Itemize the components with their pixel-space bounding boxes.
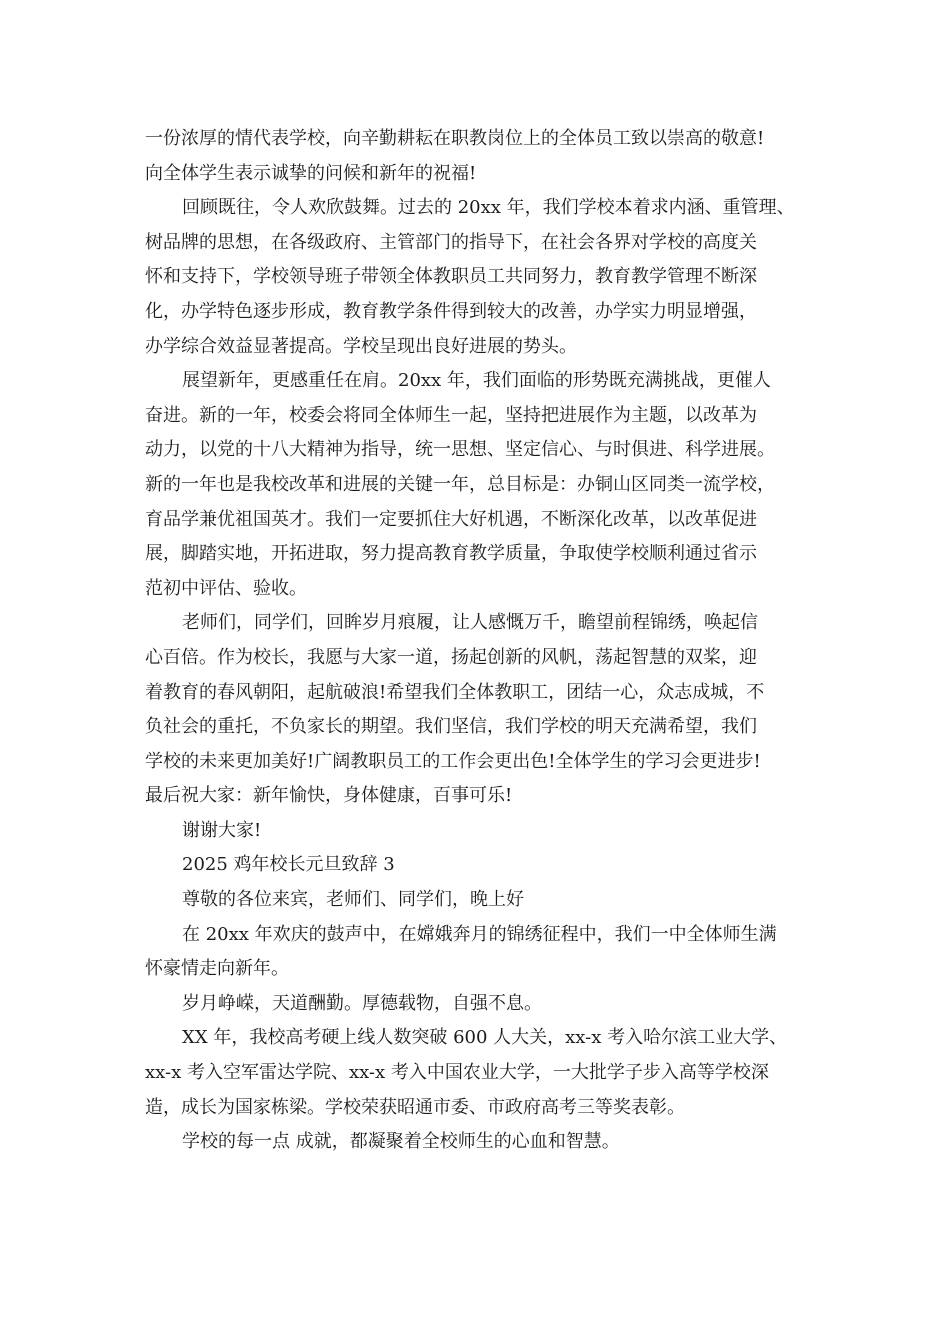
text-line: 怀豪情走向新年。 (145, 958, 289, 980)
text-line: 一份浓厚的情代表学校，向辛勤耕耘在职教岗位上的全体员工致以崇高的敬意! (145, 128, 765, 149)
text-line: 树品牌的思想，在各级政府、主管部门的指导下，在社会各界对学校的高度关 (145, 231, 757, 253)
salutation-line: 尊敬的各位来宾，老师们、同学们，晚上好 (182, 889, 524, 911)
text-line: 育品学兼优祖国英才。我们一定要抓住大好机遇，不断深化改革，以改革促进 (145, 508, 757, 530)
text-line: 范初中评估、验收。 (145, 577, 307, 599)
text-line: 心百倍。作为校长，我愿与大家一道，扬起创新的风帆，荡起智慧的双桨，迎 (145, 646, 757, 668)
text-line: 动力，以党的十八大精神为指导，统一思想、坚定信心、与时俱进、科学进展。 (145, 439, 775, 461)
paragraph-start-line: XX 年，我校高考硬上线人数突破 600 人大关，xx-x 考入哈尔滨工业大学、 (182, 1027, 788, 1049)
text-line: 造，成长为国家栋梁。学校荣获昭通市委、市政府高考三等奖表彰。 (145, 1096, 685, 1118)
text-line: 向全体学生表示诚挚的问候和新年的祝福! (145, 162, 477, 184)
text-line: 怀和支持下，学校领导班子带领全体教职员工共同努力，教育教学管理不断深 (145, 266, 757, 288)
text-line: 展，脚踏实地，开拓进取，努力提高教育教学质量，争取使学校顺利通过省示 (145, 543, 757, 565)
text-line: 负社会的重托，不负家长的期望。我们坚信，我们学校的明天充满希望，我们 (145, 716, 757, 738)
paragraph-start-line: 在 20xx 年欢庆的鼓声中，在嫦娥奔月的锦绣征程中，我们一中全体师生满 (182, 923, 777, 945)
text-line: 最后祝大家：新年愉快，身体健康，百事可乐! (145, 785, 513, 807)
text-line: 办学综合效益显著提高。学校呈现出良好进展的势头。 (145, 335, 577, 357)
text-line: 着教育的春风朝阳，起航破浪!希望我们全体教职工，团结一心，众志成城，不 (145, 681, 765, 703)
text-line: 学校的未来更加美好!广阔教职员工的工作会更出色!全体学生的学习会更进步! (145, 750, 761, 772)
section-heading: 2025 鸡年校长元旦致辞 3 (182, 854, 395, 876)
closing-line: 谢谢大家! (182, 819, 262, 841)
paragraph-start-line: 展望新年，更感重任在肩。20xx 年，我们面临的形势既充满挑战，更催人 (182, 370, 771, 392)
document-body (145, 122, 825, 1160)
text-line: 新的一年也是我校改革和进展的关键一年，总目标是：办铜山区同类一流学校， (145, 473, 775, 495)
text-line: 化，办学特色逐步形成，教育教学条件得到较大的改善，办学实力明显增强， (145, 300, 757, 322)
text-line: xx-x 考入空军雷达学院、xx-x 考入中国农业大学，一大批学子步入高等学校深 (145, 1062, 769, 1084)
paragraph-start-line: 岁月峥嵘，天道酬勤。厚德载物，自强不息。 (182, 992, 542, 1014)
paragraph-start-line: 回顾既往，令人欢欣鼓舞。过去的 20xx 年，我们学校本着求内涵、重管理、 (182, 197, 795, 219)
paragraph-start-line: 学校的每一点 成就，都凝聚着全校师生的心血和智慧。 (182, 1131, 620, 1153)
text-line: 奋进。新的一年，校委会将同全体师生一起，坚持把进展作为主题，以改革为 (145, 404, 757, 426)
paragraph-start-line: 老师们，同学们，回眸岁月痕履，让人感慨万千，瞻望前程锦绣，唤起信 (182, 612, 758, 634)
